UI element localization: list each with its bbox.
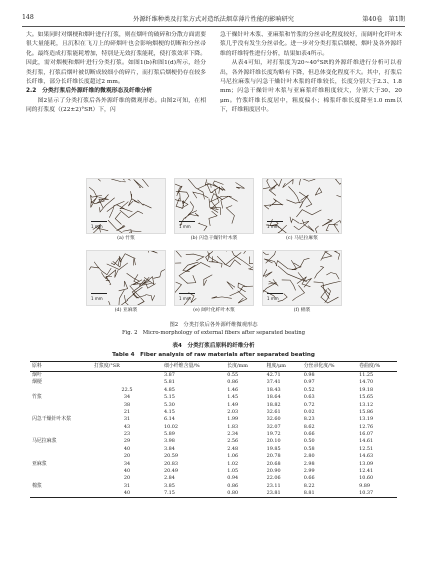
- value-cell: 40: [92, 490, 162, 498]
- value-cell: 19.18: [359, 386, 374, 393]
- micrograph-e: [174, 250, 254, 306]
- table-row: [30, 401, 397, 408]
- micrograph-c: [262, 178, 342, 234]
- left-paragraph-2: 图2显示了分类打浆后各外源纤维的微观形态。由图2可知，在相同的打浆度（(22±2)°SR）下，闪: [26, 97, 206, 114]
- page-header: [22, 14, 405, 24]
- value-cell: 10.37: [357, 490, 397, 498]
- value-cell: [92, 379, 162, 386]
- value-cell: 2.03: [227, 408, 239, 415]
- scale-bar-c: 1 mm: [267, 224, 279, 229]
- value-cell: 0.80: [225, 490, 264, 498]
- scale-bar-a: 1 mm: [91, 224, 103, 229]
- right-paragraph-2: 从表4可知，对打浆度为20~40°SR的外源纤维进行分析可以看出，各外源纤维长度均略有下降，但总体变化程度不大。其中，打浆后马尼拉麻浆与闪急干燥针叶木浆的纤维较长，长度分别大于2.3、1.8 mm；闪急干燥针叶木浆与亚麻浆纤维粗度较大，分别大于30、20 μm。竹浆纤维长度居中，粗度偏小；棉浆纤维长度降至1.0 mm以下，纤维粗度居中。: [220, 60, 402, 114]
- volume-issue: 第40卷 第1期: [362, 16, 405, 23]
- table-row: [30, 475, 397, 482]
- value-cell: 23: [123, 431, 131, 438]
- value-cell: 1.02: [227, 460, 239, 467]
- value-cell: 29: [123, 438, 131, 445]
- value-cell: 8.22: [303, 482, 315, 489]
- section-heading: 2.2 分类打浆后外源纤维的微观形态及纤维分析: [26, 88, 153, 95]
- table-row: [30, 468, 397, 475]
- value-cell: 9.89: [359, 482, 371, 489]
- value-cell: 3.85: [164, 482, 175, 489]
- value-cell: 14.70: [359, 379, 374, 386]
- material-cell: 竹浆: [32, 394, 42, 401]
- value-cell: 14.63: [359, 453, 374, 460]
- column-header: 细小纤维含量/%: [162, 362, 225, 372]
- value-cell: 1.99: [227, 416, 239, 423]
- value-cell: 12.41: [359, 468, 374, 475]
- value-cell: 31: [123, 482, 131, 489]
- value-cell: 18.64: [266, 394, 281, 401]
- panel-label-b: (b) 闪急干燥针叶木浆: [190, 236, 238, 241]
- value-cell: 8.62: [303, 423, 315, 430]
- value-cell: 20.83: [164, 460, 179, 467]
- table-row: [30, 461, 397, 468]
- value-cell: 13.19: [359, 416, 374, 423]
- value-cell: 31: [123, 416, 131, 423]
- value-cell: 0.97: [303, 379, 315, 386]
- value-cell: 11.25: [359, 372, 374, 378]
- value-cell: 8.81: [302, 490, 357, 498]
- value-cell: 4.85: [164, 386, 175, 393]
- panel-label-f: (f) 棉浆: [293, 308, 311, 313]
- left-column: [26, 31, 206, 116]
- value-cell: 1.45: [227, 394, 239, 401]
- value-cell: 1.46: [227, 386, 239, 393]
- value-cell: 3.98: [164, 438, 175, 445]
- value-cell: 0.98: [303, 372, 315, 378]
- table-row: [30, 409, 397, 416]
- value-cell: 6.14: [164, 416, 175, 423]
- value-cell: 10.02: [164, 423, 179, 430]
- micrograph-f: [262, 250, 342, 306]
- value-cell: 0.72: [303, 401, 315, 408]
- column-header: 长度/mm: [225, 362, 264, 372]
- header-rule: [22, 26, 405, 27]
- value-cell: 0.66: [303, 475, 315, 482]
- table-row: [30, 379, 397, 386]
- value-cell: 34: [123, 394, 131, 401]
- value-cell: 15.86: [359, 408, 374, 415]
- scale-bar-f: 1 mm: [267, 296, 279, 301]
- micrograph-d: [86, 250, 166, 306]
- table-row: [30, 446, 397, 453]
- value-cell: 42.71: [266, 372, 281, 378]
- value-cell: 1.06: [227, 453, 239, 460]
- value-cell: 5.15: [164, 394, 175, 401]
- material-cell: [30, 490, 92, 498]
- value-cell: 2.48: [227, 445, 239, 452]
- value-cell: 19.72: [266, 431, 281, 438]
- value-cell: 1.49: [227, 401, 239, 408]
- material-cell: 马尼拉麻浆: [32, 438, 57, 445]
- value-cell: 20.90: [266, 468, 281, 475]
- value-cell: 10.60: [359, 475, 374, 482]
- value-cell: 16.07: [359, 431, 374, 438]
- value-cell: 0.66: [303, 431, 315, 438]
- figure-2: [86, 178, 342, 328]
- table-row: [30, 438, 397, 445]
- value-cell: 32.07: [266, 423, 281, 430]
- value-cell: 38: [123, 401, 131, 408]
- table-row: [30, 387, 397, 394]
- value-cell: 32.60: [266, 416, 281, 423]
- value-cell: 13.12: [359, 401, 374, 408]
- value-cell: 4.15: [164, 408, 175, 415]
- value-cell: 0.50: [303, 438, 315, 445]
- value-cell: 2.99: [303, 468, 315, 475]
- scale-bar-d: 1 mm: [91, 296, 103, 301]
- material-cell: [30, 453, 92, 460]
- table-header-row: [30, 362, 397, 372]
- value-cell: 20.10: [266, 438, 281, 445]
- value-cell: 34: [123, 460, 131, 467]
- value-cell: 2.56: [227, 438, 239, 445]
- value-cell: 5.81: [164, 379, 175, 386]
- value-cell: 3.87: [164, 372, 175, 378]
- value-cell: 18.43: [266, 386, 281, 393]
- table-row: [30, 490, 397, 498]
- value-cell: 23.11: [266, 482, 281, 489]
- column-header: 分丝帚化度/%: [302, 362, 357, 372]
- material-cell: [30, 475, 92, 482]
- scale-bar-b: 1 mm: [179, 224, 191, 229]
- value-cell: [92, 372, 162, 380]
- material-cell: 棉浆: [32, 482, 42, 489]
- material-cell: 烟叶: [32, 372, 42, 378]
- panel-label-d: (d) 亚麻浆: [114, 308, 138, 313]
- value-cell: 0.58: [303, 445, 315, 452]
- value-cell: 40: [123, 468, 131, 475]
- table-row: [30, 483, 397, 490]
- material-cell: 烟梗: [32, 379, 42, 386]
- value-cell: 2.34: [227, 431, 239, 438]
- value-cell: 2.98: [303, 460, 315, 467]
- value-cell: 0.02: [303, 408, 315, 415]
- material-cell: 闪急干燥针叶木浆: [32, 416, 72, 423]
- material-cell: [30, 424, 92, 431]
- value-cell: 20: [123, 453, 131, 460]
- table-row: [30, 424, 397, 431]
- value-cell: 20.68: [266, 460, 281, 467]
- column-header: 打浆度/°SR: [92, 362, 162, 372]
- value-cell: 8.23: [303, 416, 315, 423]
- value-cell: 15.65: [359, 394, 374, 401]
- material-cell: [30, 387, 92, 394]
- value-cell: 5.89: [164, 431, 175, 438]
- running-title: 外源纤维种类及打浆方式对造纸法烟草薄片性能的影响研究: [133, 16, 294, 23]
- material-cell: [30, 446, 92, 453]
- micrograph-b: [174, 178, 254, 234]
- value-cell: 2.80: [303, 453, 315, 460]
- value-cell: 1.05: [227, 468, 239, 475]
- value-cell: 18.82: [266, 401, 281, 408]
- value-cell: 13.09: [359, 460, 374, 467]
- value-cell: 20.78: [266, 453, 281, 460]
- value-cell: 1.83: [227, 423, 239, 430]
- table-body: [30, 372, 397, 498]
- page-number: 148: [22, 14, 34, 21]
- scale-bar-e: 1 mm: [179, 296, 191, 301]
- value-cell: 20.49: [164, 468, 179, 475]
- table-caption-en: Table 4 Fiber analysis of raw materials after separated beating: [112, 352, 315, 358]
- table-row: [30, 431, 397, 438]
- value-cell: 0.94: [227, 475, 239, 482]
- value-cell: 20.59: [164, 453, 179, 460]
- value-cell: 40: [123, 445, 131, 452]
- material-cell: [30, 401, 92, 408]
- column-header: 卷曲度/%: [357, 362, 397, 372]
- panel-label-a: (a) 竹浆: [117, 236, 135, 241]
- value-cell: 23.81: [265, 490, 302, 498]
- value-cell: 0.52: [303, 386, 315, 393]
- value-cell: 0.86: [227, 379, 239, 386]
- table-row: [30, 416, 397, 423]
- value-cell: 20: [123, 475, 131, 482]
- table-row: [30, 394, 397, 401]
- value-cell: 14.61: [359, 438, 374, 445]
- right-column: [220, 31, 402, 116]
- value-cell: 7.15: [162, 490, 225, 498]
- value-cell: 3.84: [164, 445, 175, 452]
- column-header: 原料: [30, 362, 92, 372]
- value-cell: 2.84: [164, 475, 175, 482]
- table-row: [30, 372, 397, 380]
- value-cell: 12.76: [359, 423, 374, 430]
- value-cell: 0.55: [227, 372, 239, 378]
- micrograph-a: [86, 178, 166, 234]
- figure-caption-cn: 图2 分类打浆后各外源纤维微观形态: [169, 322, 258, 328]
- value-cell: 43: [123, 423, 131, 430]
- panel-label-e: (e) 阔叶化纤叶木浆: [193, 308, 235, 313]
- value-cell: 19.85: [266, 445, 281, 452]
- panel-label-c: (c) 马尼拉麻浆: [286, 236, 318, 241]
- right-paragraph-1: 急干燥针叶木浆、亚麻浆和竹浆的分丝帚化程度较好，而阔叶化纤叶木浆几乎没有发生分丝帚化。进一步对分类打浆后烟梗、烟叶及各外源纤维的纤维特性进行分析，结果如表4所示。: [220, 32, 402, 57]
- value-cell: 32.61: [266, 408, 281, 415]
- value-cell: 5.30: [164, 401, 175, 408]
- left-paragraph-1: 大。如果同时对烟梗和烟叶进行打浆，则在烟叶的破碎和分散方面需要很大量能耗，且沉积在飞刀上的碎烟叶也会影响烟梗的切断和分丝帚化。最终造成打浆能耗增加，特别是无效打浆能耗，使打浆效率下降。因此，需对烟梗和烟叶进行分类打浆。如图1(b)和图1(d)所示，经分类打浆，打浆后烟叶被切断成较细小的碎片，而打浆后烟梗仍存在较多长纤维，部分长纤维长度超过2 mm。: [26, 32, 206, 86]
- value-cell: 0.63: [303, 394, 315, 401]
- value-cell: 22.06: [266, 475, 281, 482]
- value-cell: 37.41: [266, 379, 281, 386]
- value-cell: 22.5: [121, 386, 133, 393]
- table-caption-cn: 表4 分类打浆后原料的纤维分析: [172, 343, 255, 349]
- value-cell: 0.86: [227, 482, 239, 489]
- figure-caption-en: Fig. 2 Micro-morphology of external fibers after separated beating: [121, 330, 306, 336]
- table-row: [30, 453, 397, 460]
- value-cell: 12.51: [359, 445, 374, 452]
- material-cell: 亚麻浆: [32, 460, 47, 467]
- fiber-analysis-table: [30, 361, 397, 498]
- value-cell: 21: [123, 408, 131, 415]
- material-cell: [30, 468, 92, 475]
- column-header: 粗度/μm: [265, 362, 302, 372]
